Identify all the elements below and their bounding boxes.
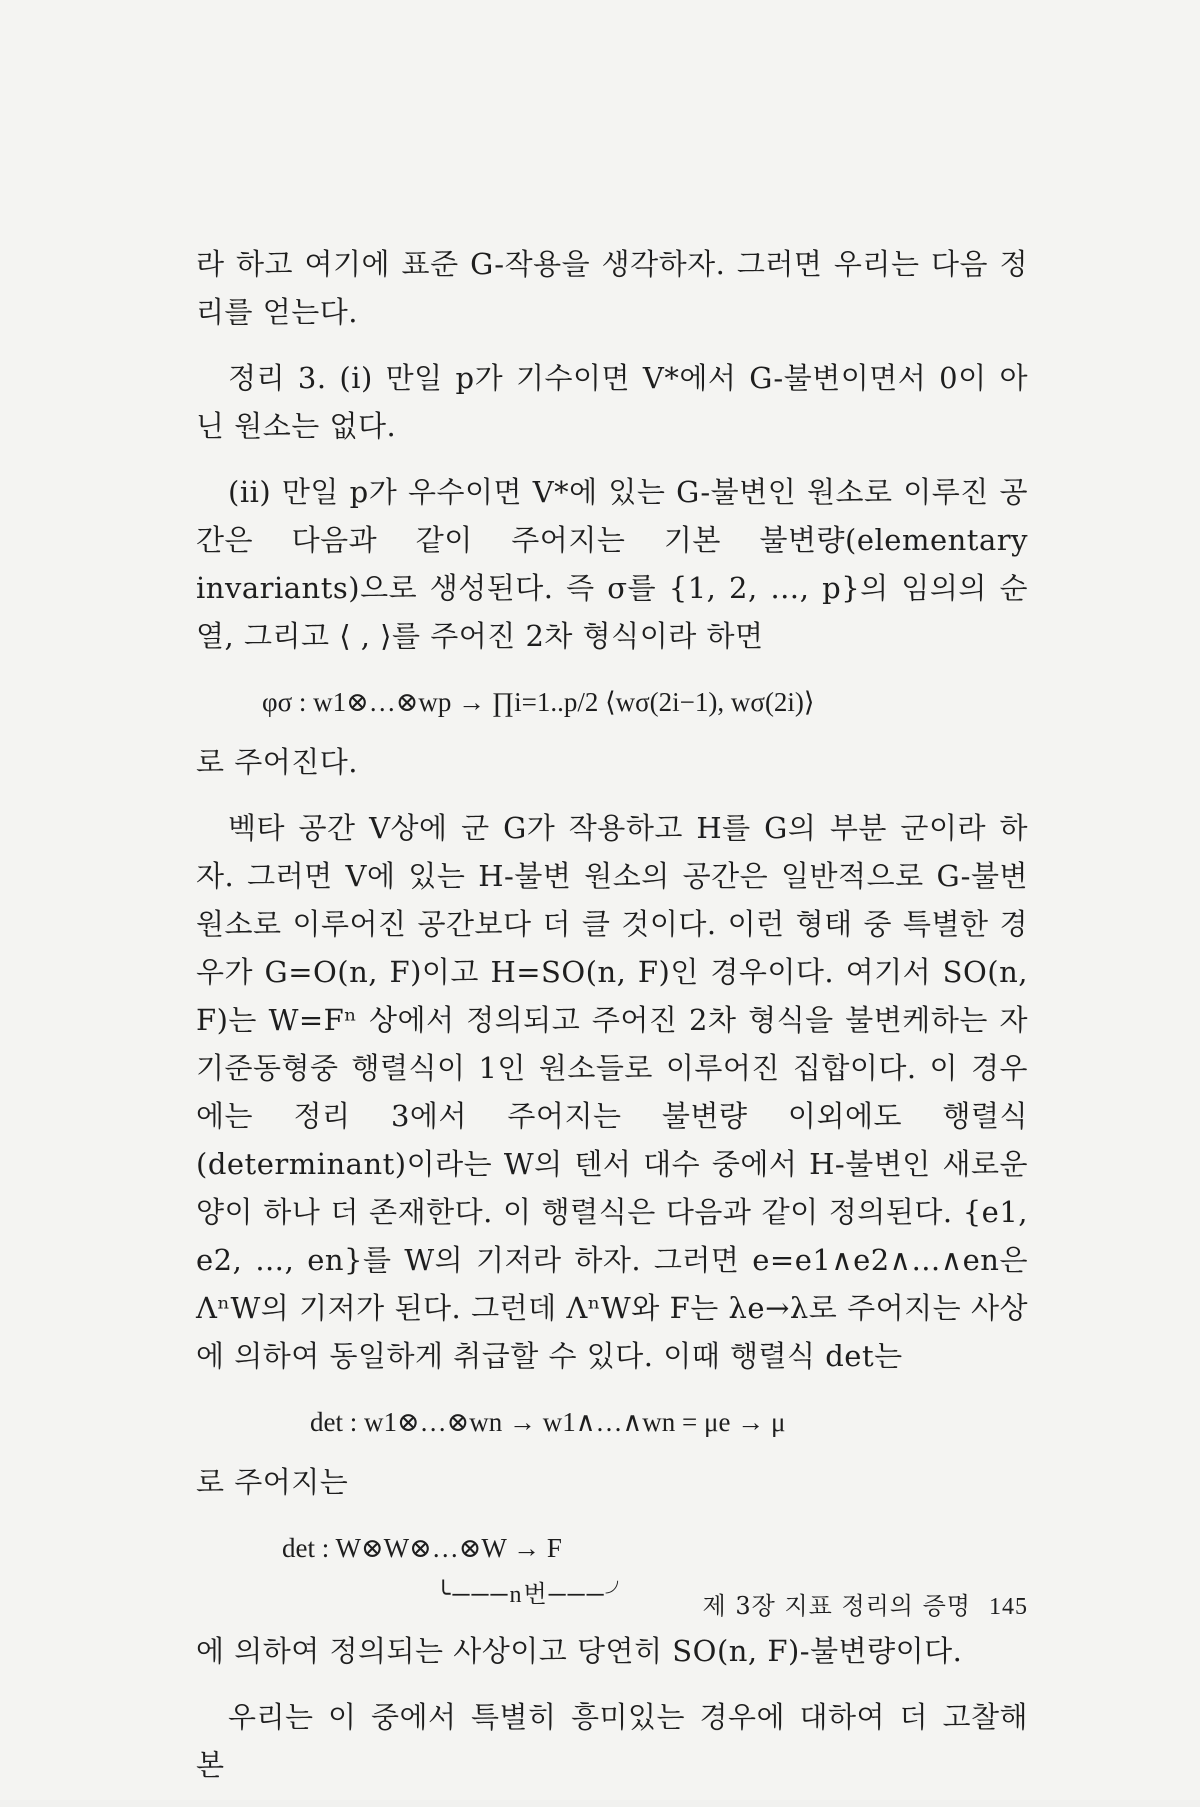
theorem-3-part-i: 정리 3. (i) 만일 p가 기수이면 V*에서 G-불변이면서 0이 아닌 원소는 없다. <box>196 361 1028 443</box>
page-footer <box>196 1586 1028 1621</box>
theorem-3-part-ii: (ii) 만일 p가 우수이면 V*에 있는 G-불변인 원소로 이루진 공간은 다음과 같이 주어지는 기본 불변량(elementary invariants)으로 생성된다. 즉 σ를 {1, 2, …, p}의 임의의 순열, 그리고 ⟨ , ⟩를 주어진 2차 형식이라 하면 <box>196 475 1028 653</box>
formula-det-map: det : W⊗W⊗…⊗W → F <box>282 1533 562 1563</box>
paragraph-determinant: 벡타 공간 V상에 군 G가 작용하고 H를 G의 부분 군이라 하자. 그러면 V에 있는 H-불변 원소의 공간은 일반적으로 G-불변 원소로 이루어진 공간보다 더 클 것이다. 이런 형태 중 특별한 경우가 G=O(n, F)이고 H=SO(n, F)인 경우이다. 여기서 SO(n, F)는 W=Fⁿ 상에서 정의되고 주어진 2차 형식을 불변케하는 자기준동형중 행렬식이 1인 원소들로 이루어진 집합이다. 이 경우에는 정리 3에서 주어지는 불변량 이외에도 행렬식(determinant)이라는 W의 텐서 대수 중에서 H-불변인 새로운 양이 하나 더 존재한다. 이 행렬식은 다음과 같이 정의된다. {e1, e2, …, en}를 W의 기저라 하자. 그러면 e=e1∧e2∧…∧en은 ΛⁿW의 기저가 된다. 그런데 ΛⁿW와 F는 λe→λ로 주어지는 사상에 의하여 동일하게 취급할 수 있다. 이때 행렬식 det는 <box>196 811 1028 1373</box>
brace-count: n번 <box>509 1582 549 1608</box>
paragraph-closing-2: 우리는 이 중에서 특별히 흥미있는 경우에 대하여 더 고찰해 본 <box>196 1700 1028 1782</box>
formula-phi-sigma: φσ : w1⊗…⊗wp → ∏i=1..p/2 ⟨wσ(2i−1), wσ(2i)⟩ <box>262 687 815 717</box>
brace-right-icon: ───╯ <box>548 1582 632 1608</box>
page-number: 145 <box>989 1594 1028 1620</box>
paragraph-intro: 라 하고 여기에 표준 G-작용을 생각하자. 그러면 우리는 다음 정리를 얻는다. <box>196 247 1028 329</box>
page-body <box>196 240 1028 1807</box>
formula-det-definition: det : w1⊗…⊗wn → w1∧…∧wn = μe → μ <box>310 1407 786 1437</box>
paragraph-after-det: 로 주어지는 <box>196 1465 349 1499</box>
paragraph-closing-1: 에 의하여 정의되는 사상이고 당연히 SO(n, F)-불변량이다. <box>196 1634 963 1668</box>
chapter-title: 제 3장 지표 정리의 증명 <box>702 1592 971 1620</box>
brace-left-icon: ╰─── <box>436 1582 510 1608</box>
paragraph-after-phi: 로 주어진다. <box>196 745 359 779</box>
